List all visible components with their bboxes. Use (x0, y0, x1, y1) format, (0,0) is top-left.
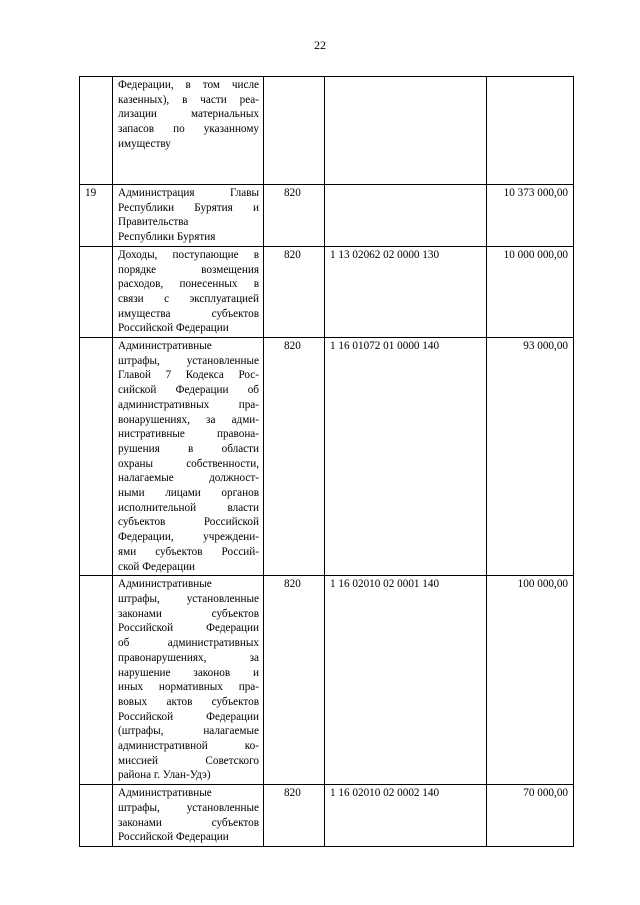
name-line: запасов по указанному (118, 123, 259, 136)
name-line: иных нормативных пра- (118, 681, 259, 694)
name-line: ями субъектов Россий- (118, 545, 259, 558)
amount-cell: 93 000,00 (487, 338, 574, 576)
row-name-cell (113, 338, 264, 576)
name-line: Административные (118, 578, 212, 591)
admin-code-cell (264, 77, 325, 185)
name-line: Республики Бурятия (118, 231, 216, 244)
name-line: штрафы, установленные (118, 801, 259, 814)
table-row (80, 338, 574, 576)
name-line: субъектов Российской (118, 516, 259, 529)
name-line: порядке возмещения (118, 263, 259, 276)
row-name-cell (113, 785, 264, 847)
row-number-cell (80, 576, 113, 785)
name-line: Доходы, поступающие в (118, 248, 259, 261)
name-line: казенных), в части реа- (118, 93, 259, 106)
name-line: нарушение законов и (118, 666, 259, 679)
row-number-cell (80, 338, 113, 576)
name-line: Российской Федерации (118, 322, 229, 335)
admin-code-cell: 820 (264, 785, 325, 847)
table-row (80, 576, 574, 785)
name-line: Административные (118, 340, 212, 353)
name-line: Республики Бурятия и (118, 201, 259, 214)
name-line: Российской Федерации (118, 622, 259, 635)
amount-cell: 10 373 000,00 (487, 185, 574, 247)
name-line: (штрафы, налагаемые (118, 725, 259, 738)
admin-code-cell: 820 (264, 338, 325, 576)
amount-cell: 100 000,00 (487, 576, 574, 785)
row-number-cell: 19 (80, 185, 113, 247)
admin-code-cell: 820 (264, 246, 325, 337)
name-line: рушения в области (118, 442, 259, 455)
name-line: связи с эксплуатацией (118, 292, 259, 305)
name-line: Российской Федерации (118, 831, 229, 844)
row-number-cell (80, 785, 113, 847)
name-line: вонарушениях, за адми- (118, 413, 259, 426)
table-row (80, 785, 574, 847)
budget-code-cell: 1 16 02010 02 0001 140 (325, 576, 487, 785)
name-line: миссией Советского (118, 754, 259, 767)
amount-cell: 10 000 000,00 (487, 246, 574, 337)
name-line: исполнительной власти (118, 501, 259, 514)
name-line: Федерации, учреждени- (118, 531, 259, 544)
name-line: Администрация Главы (118, 187, 259, 199)
name-line: охраны собственности, (118, 457, 259, 470)
row-name-cell (113, 185, 264, 247)
budget-code-cell: 1 13 02062 02 0000 130 (325, 246, 487, 337)
name-line: налагаемые должност- (118, 472, 259, 485)
name-line: штрафы, установленные (118, 592, 259, 605)
budget-code-cell: 1 16 01072 01 0000 140 (325, 338, 487, 576)
name-line: имущества субъектов (118, 307, 259, 320)
name-line: лизации материальных (118, 108, 259, 121)
table-row (80, 246, 574, 337)
name-line: Административные (118, 787, 212, 800)
name-line: района г. Улан-Удэ) (118, 769, 211, 782)
name-line: нистративные правона- (118, 428, 259, 441)
name-line: сийской Федерации об (118, 384, 259, 397)
name-line: об административных (118, 637, 259, 650)
name-line: административной ко- (118, 740, 259, 753)
row-number-cell (80, 77, 113, 185)
revenue-table (79, 76, 574, 847)
row-name-cell (113, 77, 264, 185)
table-row (80, 77, 574, 185)
name-line: Российской Федерации (118, 710, 259, 723)
name-line: штрафы, установленные (118, 354, 259, 367)
name-line: ными лицами органов (118, 487, 259, 500)
amount-cell (487, 77, 574, 185)
page-number: 22 (314, 38, 326, 52)
name-line: Правительства (118, 216, 189, 229)
amount-cell: 70 000,00 (487, 785, 574, 847)
row-name-cell (113, 246, 264, 337)
budget-code-cell (325, 185, 487, 247)
budget-code-cell (325, 77, 487, 185)
admin-code-cell: 820 (264, 576, 325, 785)
table-row (80, 185, 574, 247)
name-line: Федерации, в том числе (118, 79, 259, 91)
name-line: вовых актов субъектов (118, 695, 259, 708)
row-name-cell (113, 576, 264, 785)
name-line: имуществу (118, 137, 171, 150)
name-line: законами субъектов (118, 607, 259, 620)
name-line: Главой 7 Кодекса Рос- (118, 369, 259, 382)
name-line: правонарушениях, за (118, 651, 259, 664)
name-line: административных пра- (118, 398, 259, 411)
name-line: законами субъектов (118, 816, 259, 829)
budget-code-cell: 1 16 02010 02 0002 140 (325, 785, 487, 847)
name-line: расходов, понесенных в (118, 278, 259, 291)
row-number-cell (80, 246, 113, 337)
admin-code-cell: 820 (264, 185, 325, 247)
name-line: ской Федерации (118, 560, 196, 573)
